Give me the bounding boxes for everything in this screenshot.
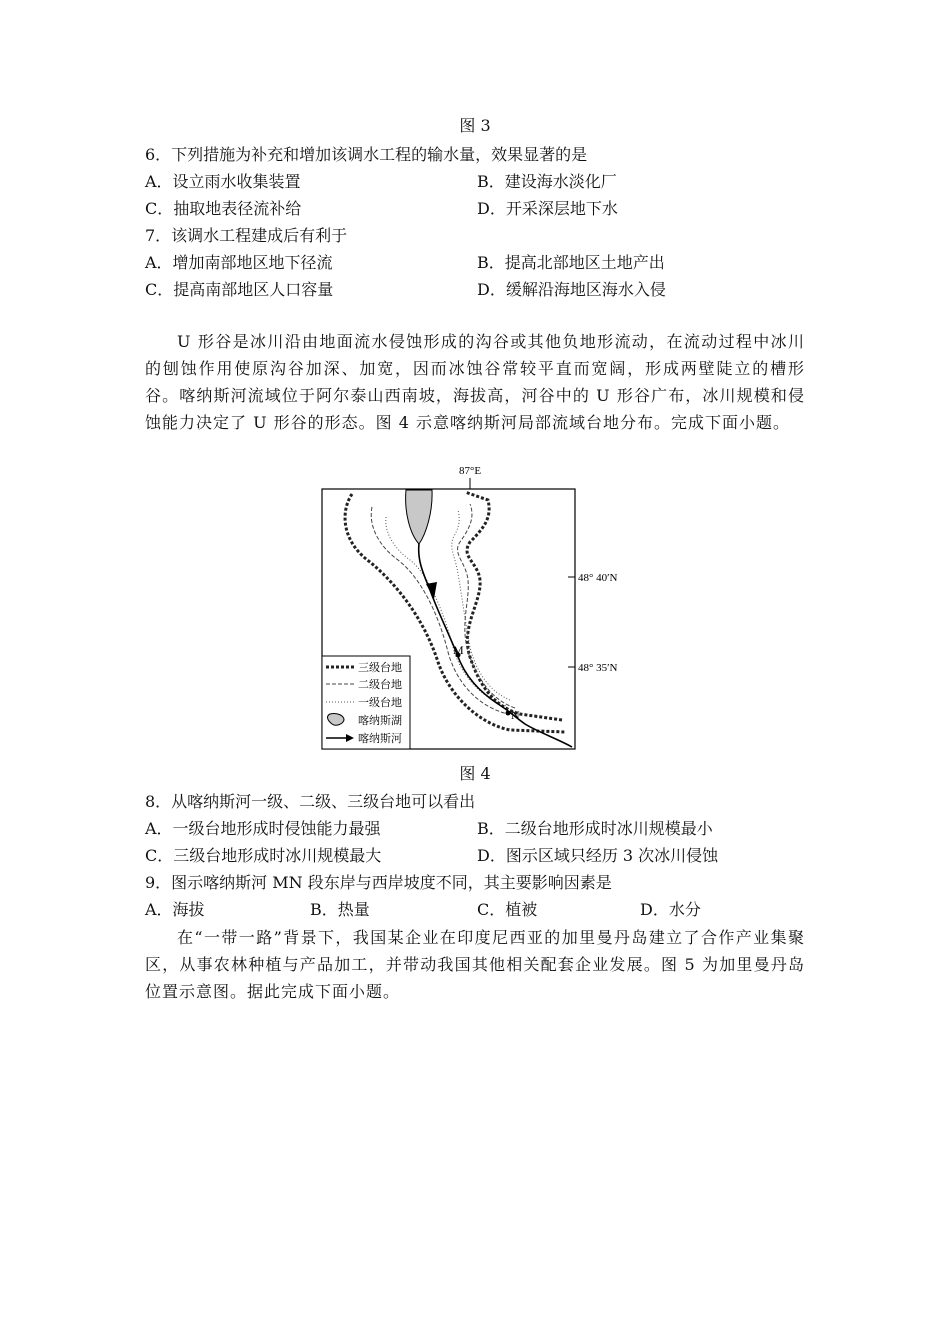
- question-9-option-c: C．植被: [477, 900, 538, 919]
- legend-first-level-label: 一级台地: [358, 696, 402, 709]
- question-6-stem: 6．下列措施为补充和增加该调水工程的输水量，效果显著的是: [145, 145, 588, 164]
- question-9-option-b: B．热量: [310, 900, 370, 919]
- figure-3-caption: 图 3: [459, 116, 491, 135]
- question-9-stem: 9．图示喀纳斯河 MN 段东岸与西岸坡度不同，其主要影响因素是: [145, 873, 612, 892]
- question-6-option-a: A．设立雨水收集装置: [145, 172, 301, 191]
- question-8-option-b: B．二级台地形成时冰川规模最小: [477, 819, 713, 838]
- question-8-option-c: C．三级台地形成时冰川规模最大: [145, 846, 382, 865]
- question-9-option-d: D．水分: [640, 900, 701, 919]
- question-8-option-a: A．一级台地形成时侵蚀能力最强: [145, 819, 381, 838]
- passage-kalimantan: 在“一带一路”背景下，我国某企业在印度尼西亚的加里曼丹岛建立了合作产业集聚区，从事农林种植与产品加工，并带动我国其他相关配套企业发展。图 5 为加里曼丹岛位置示意图。据此完成下面小题。: [145, 928, 805, 1001]
- legend-river-label: 喀纳斯河: [358, 732, 402, 745]
- point-m-label: M: [453, 643, 464, 657]
- map-legend: [322, 656, 410, 749]
- point-n-label: N: [511, 708, 520, 722]
- question-7-option-c: C．提高南部地区人口容量: [145, 280, 334, 299]
- question-8-option-d: D．图示区域只经历 3 次冰川侵蚀: [477, 846, 719, 865]
- question-6-option-d: D．开采深层地下水: [477, 199, 618, 218]
- kanas-terrace-map: [310, 462, 618, 754]
- legend-lake-label: 喀纳斯湖: [358, 714, 402, 727]
- point-n-marker: [506, 711, 511, 716]
- question-7-stem: 7．该调水工程建成后有利于: [145, 226, 348, 245]
- figure-4-caption: 图 4: [459, 764, 491, 783]
- question-8-stem: 8．从喀纳斯河一级、二级、三级台地可以看出: [145, 792, 476, 811]
- question-6-option-b: B．建设海水淡化厂: [477, 172, 617, 191]
- legend-third-level-label: 三级台地: [358, 661, 402, 674]
- question-7-option-b: B．提高北部地区土地产出: [477, 253, 665, 272]
- question-6-option-c: C．抽取地表径流补给: [145, 199, 302, 218]
- latitude-label-1: 48° 40′N: [578, 572, 618, 584]
- longitude-label: 87°E: [458, 465, 482, 477]
- question-9-option-a: A．海拔: [145, 900, 205, 919]
- question-7-option-d: D．缓解沿海地区海水入侵: [477, 280, 666, 299]
- latitude-label-2: 48° 35′N: [578, 662, 618, 674]
- passage-u-valley: U 形谷是冰川沿由地面流水侵蚀形成的沟谷或其他负地形流动，在流动过程中冰川的刨蚀作用使原沟谷加深、加宽，因而冰蚀谷常较平直而宽阔，形成两壁陡立的槽形谷。喀纳斯河流域位于阿尔泰山西南坡，海拔高，河谷中的 U 形谷广布，冰川规模和侵蚀能力决定了 U 形谷的形态。图 4 示意喀纳斯河局部流域台地分布。完成下面小题。: [145, 332, 805, 432]
- question-7-option-a: A．增加南部地区地下径流: [145, 253, 333, 272]
- legend-second-level-label: 二级台地: [358, 678, 402, 691]
